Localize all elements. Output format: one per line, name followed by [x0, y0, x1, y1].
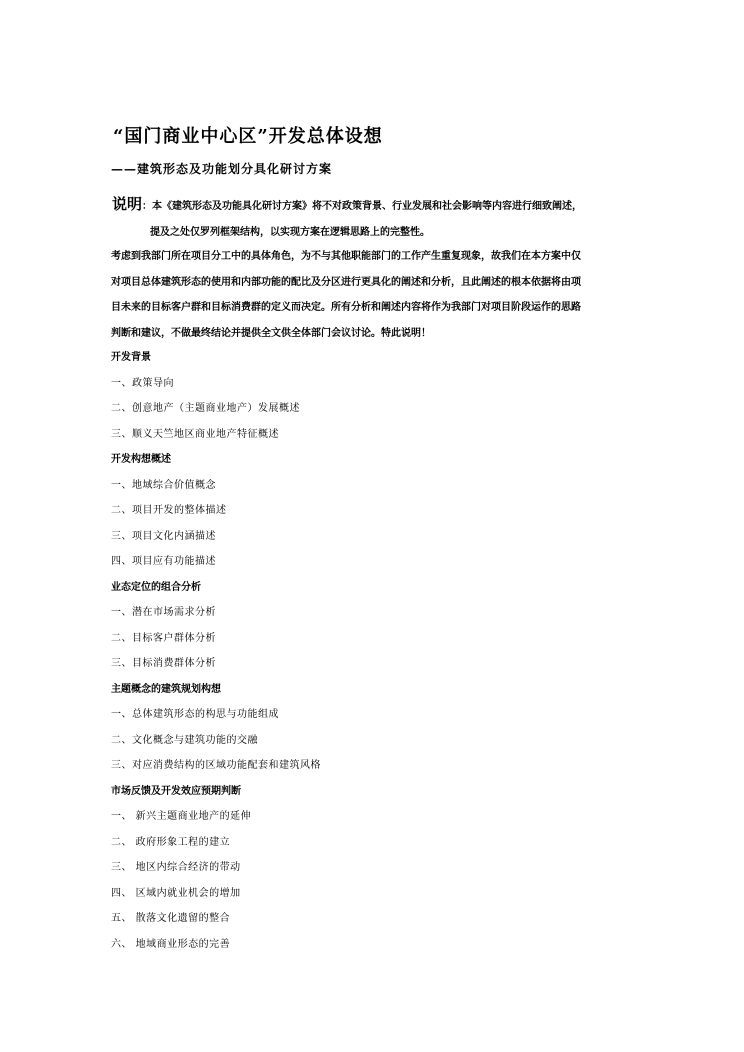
section-heading-positioning: 业态定位的组合分析	[111, 581, 201, 593]
paragraph-line: 判断和建议，不做最终结论并提供全文供全体部门会议讨论。特此说明！	[111, 327, 431, 339]
outline-item: 二、 政府形象工程的建立	[111, 836, 231, 848]
section-heading-background: 开发背景	[111, 352, 151, 363]
note-label: 说明	[112, 195, 143, 213]
paragraph-line: 目未来的目标客户群和目标消费群的定义而决定。所有分析和阐述内容将作为我部门对项目阶段运作的思路	[111, 302, 581, 313]
outline-item: 一、 新兴主题商业地产的延伸	[111, 811, 252, 822]
section-heading-planning: 主题概念的建筑规划构想	[111, 683, 221, 695]
note-text-1: ：本《建筑形态及功能具化研讨方案》将不对政策背景、行业发展和社会影响等内容进行细致阐述，	[142, 201, 583, 212]
outline-item: 一、地域综合价值概念	[111, 479, 216, 491]
section-heading-concept: 开发构想概述	[111, 454, 171, 465]
document-title: “国门商业中心区”开发总体设想	[113, 126, 383, 147]
paragraph-line: 考虑到我部门所在项目分工中的具体角色，为不与其他职能部门的工作产生重复现象，故我们在本方案中仅	[111, 251, 581, 262]
outline-item: 二、项目开发的整体描述	[111, 505, 227, 516]
outline-item: 二、创意地产（主题商业地产）发展概述	[111, 403, 300, 414]
outline-item: 二、目标客户群体分析	[111, 632, 216, 644]
outline-item: 五、 散落文化遗留的整合	[111, 913, 231, 924]
outline-item: 三、 地区内综合经济的带动	[111, 862, 241, 873]
note-line-2: 提及之处仅罗列框架结构，以实现方案在逻辑思路上的完整性。	[150, 227, 430, 238]
outline-item: 三、顺义天竺地区商业地产特征概述	[111, 428, 279, 440]
outline-item: 三、对应消费结构的区域功能配套和建筑风格	[111, 760, 321, 771]
intro-paragraph	[111, 244, 643, 346]
outline-item: 四、 区域内就业机会的增加	[111, 887, 241, 899]
outline-item: 一、政策导向	[111, 377, 174, 389]
outline-item: 三、目标消费群体分析	[111, 658, 216, 669]
section-heading-feedback: 市场反馈及开发效应预期判断	[111, 785, 241, 797]
outline-item: 六、 地域商业形态的完善	[111, 938, 231, 950]
paragraph-line: 对项目总体建筑形态的使用和内部功能的配比及分区进行更具化的阐述和分析，且此阐述的根本依据将由项	[111, 276, 581, 288]
outline-item: 三、项目文化内涵描述	[111, 530, 216, 542]
outline-item: 二、文化概念与建筑功能的交融	[111, 734, 258, 746]
outline-item: 一、潜在市场需求分析	[111, 607, 216, 618]
note-line-1	[112, 193, 642, 214]
outline-item: 四、项目应有功能描述	[111, 556, 216, 567]
document-outline	[111, 345, 641, 957]
document-subtitle: ——建筑形态及功能划分具化研讨方案	[111, 162, 333, 176]
outline-item: 一、总体建筑形态的构思与功能组成	[111, 709, 279, 720]
